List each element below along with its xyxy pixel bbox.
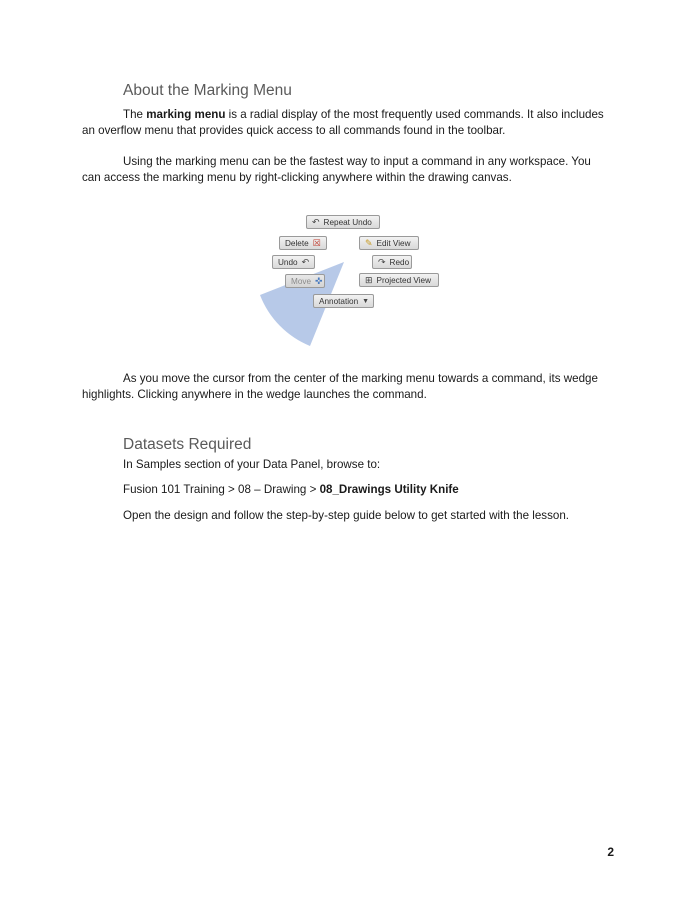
move-label: Move [291,276,312,286]
page-number: 2 [607,845,614,859]
intro-text-end: is a radial display of the most frequently used commands. It also includes an overflow menu that provides quick access to all commands found in the toolbar. [82,108,604,137]
projected-view-icon: ⊞ [365,274,373,285]
edit-view-label: Edit View [376,238,411,248]
marking-menu-term: marking menu [146,108,226,121]
edit-view-button[interactable] [359,236,419,250]
move-button[interactable] [285,274,325,288]
paragraph-marking-menu-usage [82,154,610,186]
intro-text-start: The [123,108,147,121]
undo-arrow-icon: ↶ [312,216,320,227]
projected-view-label: Projected View [376,275,432,285]
projected-view-button[interactable] [359,273,439,287]
wedge-text: As you move the cursor from the center of the marking menu towards a command, its wedge highlights. Clicking anywhere in the wedge launches the command. [82,372,598,401]
redo-label: Redo [389,257,410,267]
edit-view-icon: ✎ [365,237,373,248]
paragraph-samples-location: In Samples section of your Data Panel, browse to: [123,458,381,471]
dataset-path-prefix: Fusion 101 Training > 08 – Drawing > [123,483,320,496]
move-icon: ✜ [315,275,323,286]
section-heading-marking-menu: About the Marking Menu [123,82,292,99]
paragraph-open-design: Open the design and follow the step-by-step guide below to get started with the lesson. [123,509,569,522]
delete-icon: ☒ [312,237,321,248]
usage-text: Using the marking menu can be the fastest way to input a command in any workspace. You can access the marking menu by right-clicking anywhere within the drawing canvas. [82,155,591,184]
paragraph-marking-menu-intro [82,107,610,139]
annotation-label: Annotation [319,296,359,306]
dropdown-arrow-icon: ▼ [362,297,370,305]
delete-label: Delete [285,238,309,248]
repeat-undo-button[interactable] [306,215,380,229]
repeat-undo-label: Repeat Undo [323,217,372,227]
redo-icon: ↷ [378,256,386,267]
undo-label: Undo [278,257,298,267]
dataset-name: 08_Drawings Utility Knife [319,483,459,496]
delete-button[interactable] [279,236,327,250]
section-heading-datasets: Datasets Required [123,436,252,453]
undo-button[interactable] [272,255,315,269]
redo-button[interactable] [372,255,412,269]
undo-icon: ↶ [301,256,310,267]
marking-menu-figure [258,212,443,347]
paragraph-wedge-explanation [82,371,610,403]
dataset-path [123,482,613,498]
annotation-dropdown[interactable] [313,294,374,308]
